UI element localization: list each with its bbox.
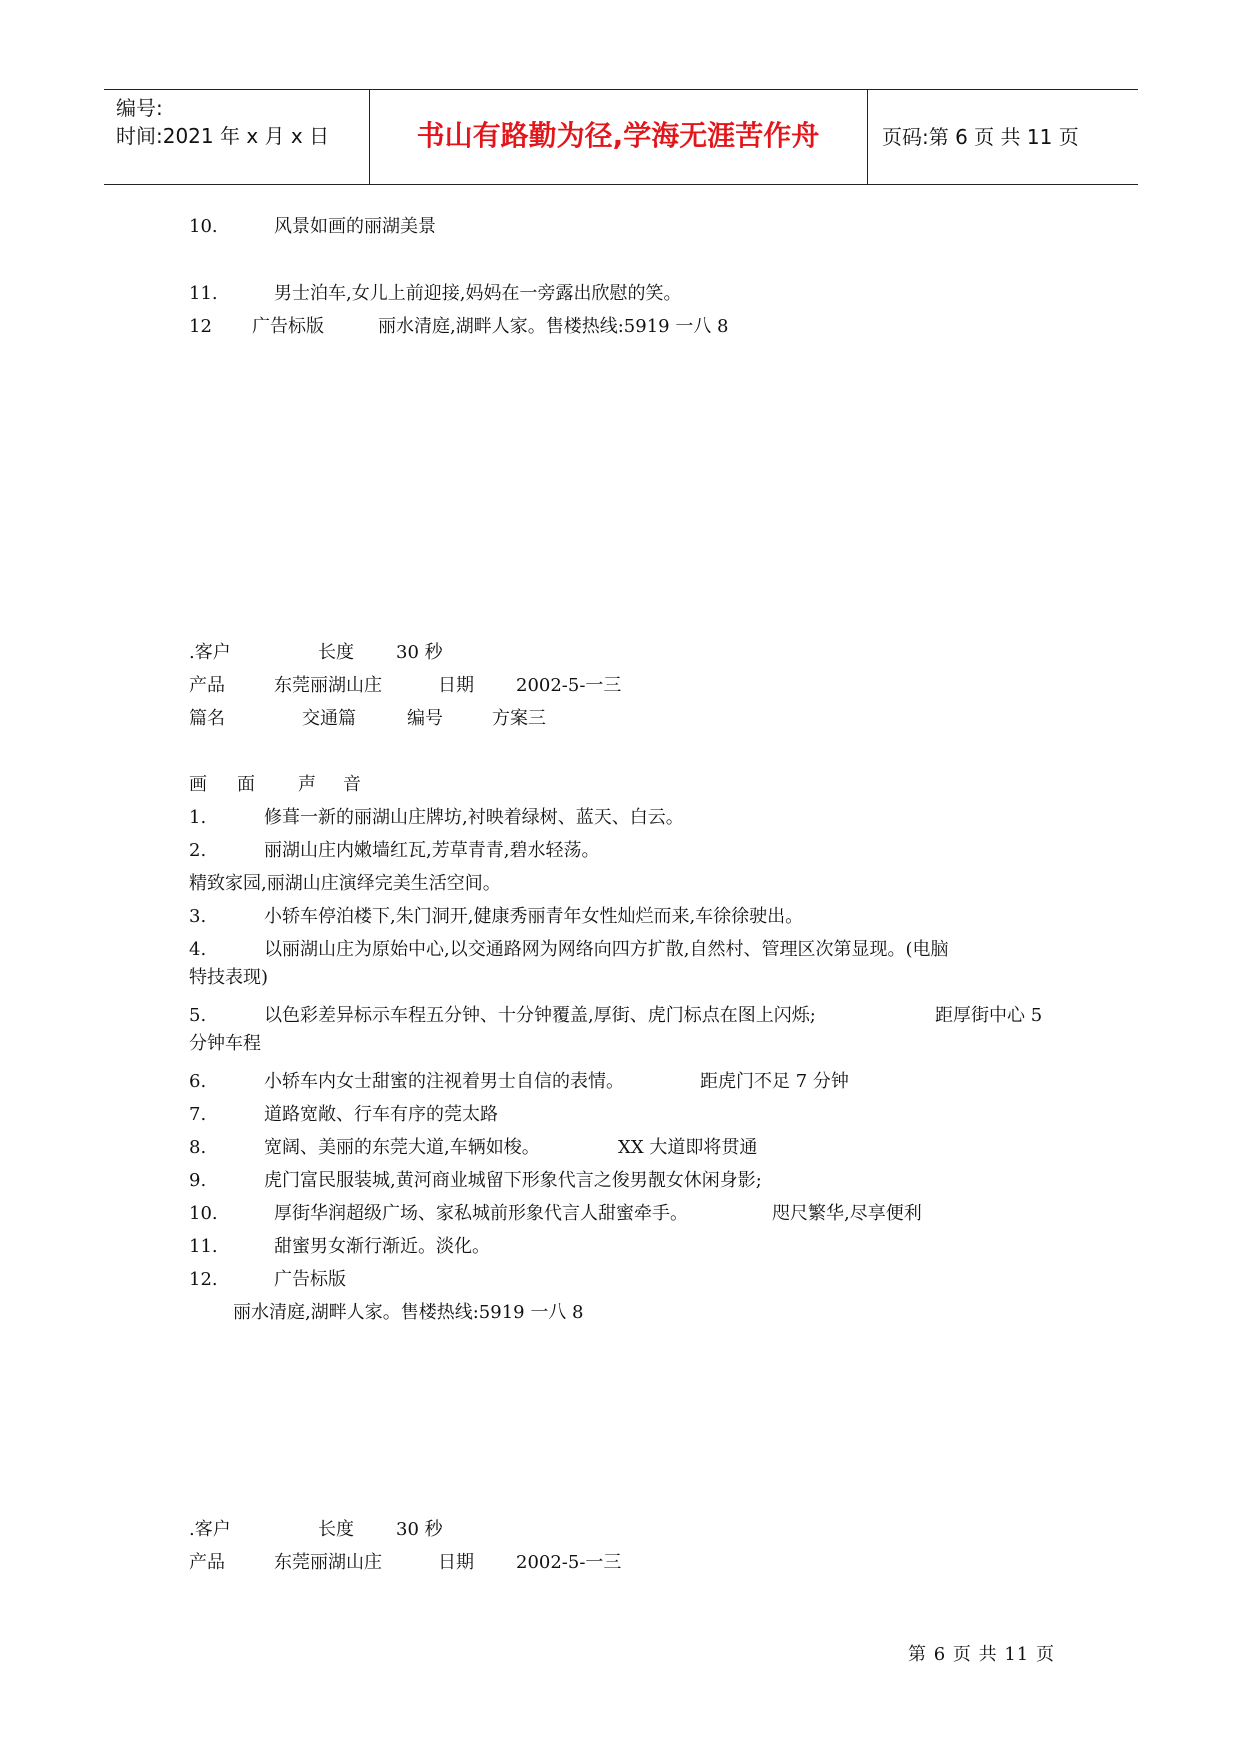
item-number: 10. — [189, 216, 218, 237]
item-text: 广告标版 — [274, 1269, 346, 1290]
info-label: 日期 — [438, 675, 474, 696]
info-value: 2002-5-一三 — [516, 675, 622, 696]
column-heading: 声 — [298, 774, 316, 795]
info-label: .客户 — [189, 642, 231, 663]
code-label: 编号: — [116, 96, 163, 120]
info-value: 方案三 — [492, 708, 546, 729]
info-value: 东莞丽湖山庄 — [274, 675, 382, 696]
item-text: 丽湖山庄内嫩墙红瓦,芳草青青,碧水轻荡。 — [264, 840, 600, 861]
item-text: 精致家园,丽湖山庄演绎完美生活空间。 — [189, 873, 501, 894]
time-label: 时间:2021 年 x 月 x 日 — [116, 124, 330, 148]
item-number: 12. — [189, 1269, 218, 1290]
item-number: 7. — [189, 1104, 207, 1125]
info-label: 产品 — [189, 1552, 225, 1573]
item-number: 8. — [189, 1137, 207, 1158]
info-label: 长度 — [318, 642, 354, 663]
item-number: 2. — [189, 840, 207, 861]
item-text: 特技表现) — [189, 967, 269, 988]
item-note: 距虎门不足 7 分钟 — [700, 1071, 849, 1092]
item-number: 5. — [189, 1005, 207, 1026]
info-label: 篇名 — [189, 708, 225, 729]
item-text: 男士泊车,女儿上前迎接,妈妈在一旁露出欣慰的笑。 — [274, 283, 682, 304]
item-number: 1. — [189, 807, 207, 828]
info-label: 日期 — [438, 1552, 474, 1573]
info-label: 编号 — [407, 708, 443, 729]
item-text: 道路宽敞、行车有序的莞太路 — [264, 1104, 498, 1125]
info-value: 东莞丽湖山庄 — [274, 1552, 382, 1573]
item-text: 丽水清庭,湖畔人家。售楼热线:5919 一八 8 — [378, 316, 729, 337]
column-heading: 音 — [343, 774, 361, 795]
info-value: 2002-5-一三 — [516, 1552, 622, 1573]
info-label: .客户 — [189, 1519, 231, 1540]
item-text: 丽水清庭,湖畔人家。售楼热线:5919 一八 8 — [233, 1302, 584, 1323]
header-left — [116, 94, 329, 150]
info-value: 30 秒 — [396, 642, 443, 663]
column-heading: 面 — [237, 774, 255, 795]
item-text: 以色彩差异标示车程五分钟、十分钟覆盖,厚街、虎门标点在图上闪烁; — [264, 1005, 816, 1026]
item-number: 12 — [189, 316, 212, 337]
item-note: 咫尺繁华,尽享便利 — [772, 1203, 922, 1224]
item-number: 4. — [189, 939, 207, 960]
item-text: 虎门富民服装城,黄河商业城留下形象代言之俊男靓女休闲身影; — [264, 1170, 762, 1191]
page-header — [104, 89, 1138, 185]
item-text: 小轿车停泊楼下,朱门洞开,健康秀丽青年女性灿烂而来,车徐徐驶出。 — [264, 906, 804, 927]
item-text: 厚街华润超级广场、家私城前形象代言人甜蜜牵手。 — [274, 1203, 688, 1224]
info-value: 交通篇 — [302, 708, 356, 729]
page-footer: 第 6 页 共 11 页 — [908, 1644, 1055, 1665]
header-motto: 书山有路勤为径,学海无涯苦作舟 — [416, 119, 820, 152]
item-number: 6. — [189, 1071, 207, 1092]
item-text: 小轿车内女士甜蜜的注视着男士自信的表情。 — [264, 1071, 624, 1092]
item-text: 甜蜜男女渐行渐近。淡化。 — [274, 1236, 490, 1257]
item-number: 10. — [189, 1203, 218, 1224]
item-note: XX 大道即将贯通 — [618, 1137, 758, 1158]
item-text: 广告标版 — [252, 316, 324, 337]
item-text: 以丽湖山庄为原始中心,以交通路网为网络向四方扩散,自然村、管理区次第显现。(电脑 — [264, 939, 949, 960]
item-text: 风景如画的丽湖美景 — [274, 216, 436, 237]
info-label: 长度 — [318, 1519, 354, 1540]
info-value: 30 秒 — [396, 1519, 443, 1540]
page-indicator: 页码:第 6 页 共 11 页 — [882, 125, 1079, 149]
info-label: 产品 — [189, 675, 225, 696]
item-text: 修葺一新的丽湖山庄牌坊,衬映着绿树、蓝天、白云。 — [264, 807, 684, 828]
item-note: 距厚街中心 5 — [935, 1005, 1043, 1026]
item-number: 3. — [189, 906, 207, 927]
item-text: 宽阔、美丽的东莞大道,车辆如梭。 — [264, 1137, 540, 1158]
column-heading: 画 — [189, 774, 207, 795]
item-text: 分钟车程 — [189, 1033, 261, 1054]
item-number: 11. — [189, 1236, 218, 1257]
item-number: 11. — [189, 283, 218, 304]
item-number: 9. — [189, 1170, 207, 1191]
